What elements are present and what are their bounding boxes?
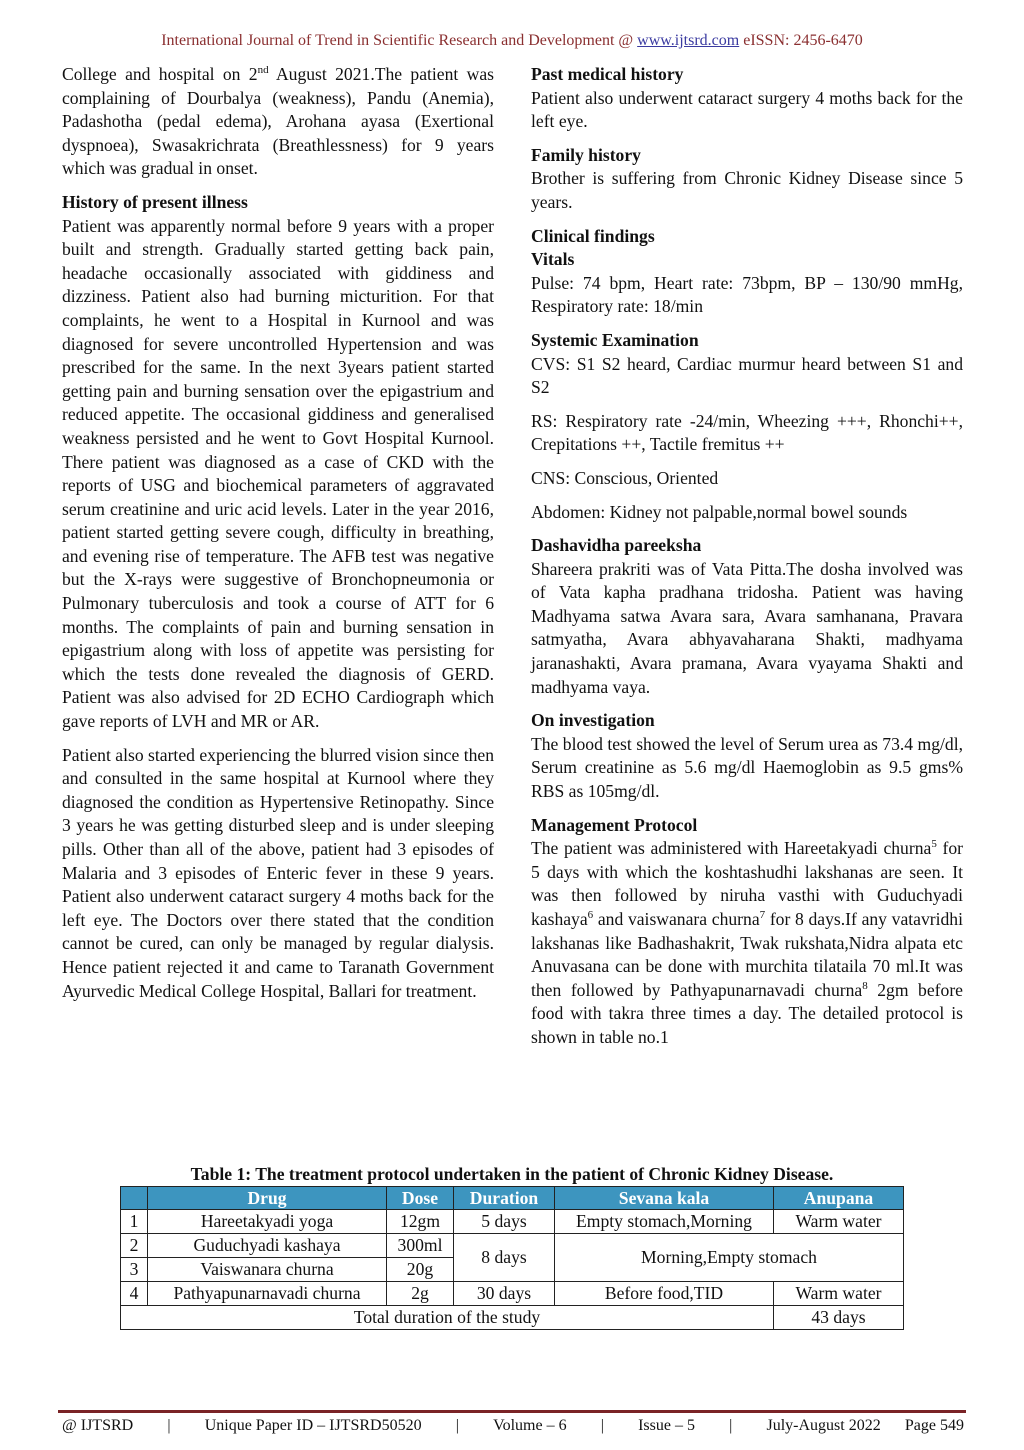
table-cell: Hareetakyadi yoga bbox=[148, 1210, 387, 1234]
mp-text-2: for 5 days with which the koshtashudhi lakshanas are seen. It was then followed by niruha vasthi with Guduchyadi kashaya bbox=[531, 838, 963, 929]
vitals-paragraph: Pulse: 74 bpm, Heart rate: 73bpm, BP – 130/90 mmHg, Respiratory rate: 18/min bbox=[531, 272, 963, 317]
footer-separator: | bbox=[729, 1417, 733, 1434]
dashavidha-paragraph: Shareera prakriti was of Vata Pitta.The dosha involved was of Vata kapha pradhana tridosha. Patient was having Madhyama satwa Avara sara, Avara samhanana, Pravara satmyatha, Avara abhyavaharana Shakti, madhyama jaranashakti, Avara pramana, Avara vyayama Shakti and madhyama vaya. bbox=[531, 558, 963, 697]
mp-text-1: The patient was administered with Hareetakyadi churna bbox=[531, 838, 932, 859]
table-cell: Before food,TID bbox=[555, 1282, 774, 1306]
table-header-row bbox=[121, 1187, 904, 1210]
table-cell: Guduchyadi kashaya bbox=[148, 1234, 387, 1258]
table-row bbox=[121, 1282, 904, 1306]
table-cell: Pathyapunarnavadi churna bbox=[148, 1282, 387, 1306]
table-row bbox=[121, 1210, 904, 1234]
header-cell-sevana-kala: Sevana kala bbox=[555, 1187, 774, 1210]
left-column bbox=[62, 63, 494, 1013]
mp-sup-4: 8 bbox=[862, 979, 868, 992]
cns-paragraph: CNS: Conscious, Oriented bbox=[531, 467, 719, 488]
vitals-heading: Vitals bbox=[531, 249, 575, 270]
running-header bbox=[0, 32, 1024, 50]
hpi-heading: History of present illness bbox=[62, 191, 248, 212]
footer-page: Page 549 bbox=[904, 1417, 964, 1434]
fh-heading: Family history bbox=[531, 144, 641, 165]
header-cell-anupana: Anupana bbox=[774, 1187, 904, 1210]
mp-text-5: 2gm before food with takra three times a day. The detailed protocol is shown in table no.1 bbox=[531, 979, 963, 1047]
treatment-table-block bbox=[120, 1164, 904, 1330]
table-total-row bbox=[121, 1306, 904, 1330]
investigation-heading: On investigation bbox=[531, 710, 655, 731]
footer-issue: Issue – 5 bbox=[638, 1417, 695, 1434]
table-cell: Empty stomach,Morning bbox=[555, 1210, 774, 1234]
table-cell: Warm water bbox=[774, 1210, 904, 1234]
mp-text-4: for 8 days.If any vatavridhi lakshanas like Badhashakrit, Twak rukshata,Nidra alpata etc Anuvasana can be done with murchita tilataila 70 ml.It was then followed by Pathyapunarnavadi churna bbox=[531, 909, 963, 1000]
clinical-findings-heading: Clinical findings bbox=[531, 225, 655, 246]
intro-text-a: College and hospital on 2 bbox=[62, 64, 258, 84]
table-cell: 5 days bbox=[454, 1210, 555, 1234]
mp-text-3: and vaiswanara churna bbox=[593, 909, 760, 929]
header-cell-duration: Duration bbox=[454, 1187, 555, 1210]
table-cell: 12gm bbox=[387, 1210, 454, 1234]
mp-sup-2: 6 bbox=[587, 909, 594, 922]
page-footer bbox=[62, 1417, 964, 1435]
pmh-paragraph: Patient also underwent cataract surgery 4 moths back for the left eye. bbox=[531, 87, 963, 132]
investigation-paragraph: The blood test showed the level of Serum urea as 73.4 mg/dl, Serum creatinine as 5.6 mg/dl Haemoglobin as 9.5 gms% RBS as 105mg/dl. bbox=[531, 733, 963, 802]
table-cell: 20g bbox=[387, 1258, 454, 1282]
footer-separator: | bbox=[455, 1417, 459, 1434]
footer-volume: Volume – 6 bbox=[493, 1417, 567, 1434]
footer-divider bbox=[58, 1410, 966, 1413]
total-value-cell: 43 days bbox=[774, 1306, 904, 1330]
management-paragraph bbox=[531, 837, 963, 1049]
treatment-protocol-table bbox=[120, 1186, 904, 1330]
table-cell-merged-duration: 8 days bbox=[454, 1234, 555, 1282]
pmh-heading: Past medical history bbox=[531, 64, 684, 84]
mp-sup-3: 7 bbox=[759, 909, 766, 922]
rs-paragraph: RS: Respiratory rate -24/min, Wheezing +++, Rhonchi++, Crepitations ++, Tactile fremitus ++ bbox=[531, 410, 963, 455]
table-cell: 1 bbox=[121, 1210, 148, 1234]
right-column bbox=[531, 63, 963, 1060]
journal-url-link[interactable]: www.ijtsrd.com bbox=[637, 32, 740, 49]
cvs-paragraph: CVS: S1 S2 heard, Cardiac murmur heard between S1 and S2 bbox=[531, 353, 963, 398]
table-cell: 3 bbox=[121, 1258, 148, 1282]
hpi-paragraph: Patient was apparently normal before 9 years with a proper built and strength. Gradually started getting back pain, headache occasionally associated with giddiness and dizziness. Patient also had burning micturition. For that complaints, he went to a Hospital in Kurnool and was diagnosed for severe uncontrolled Hypertension and was prescribed for the same. In the next 3years patient started getting pain and burning sensation over the epigastrium and reduced appetite. The occasional giddiness and generalised weakness persisted and he went to Govt Hospital Kurnool. There patient was diagnosed as a case of CKD with the reports of USG and biochemical parameters of aggravated serum creatinine and uric acid levels. Later in the year 2016, patient started getting severe cough, difficulty in breathing, and evening rise of temperature. The AFB test was negative but the X-rays were suggestive of Bronchopneumonia or Pulmonary tuberculosis and took a course of ATT for 6 months. The complaints of pain and burning sensation in epigastrium along with loss of appetite was persisting for which the tests done revealed the diagnosis of GERD. Patient was also advised for 2D ECHO Cardiograph which gave reports of LVH and MR or AR. bbox=[62, 215, 494, 732]
systemic-exam-heading: Systemic Examination bbox=[531, 329, 699, 350]
mp-sup-1: 5 bbox=[931, 838, 937, 851]
table-cell: 2g bbox=[387, 1282, 454, 1306]
dashavidha-heading: Dashavidha pareeksha bbox=[531, 535, 702, 556]
footer-paper-id: Unique Paper ID – IJTSRD50520 bbox=[204, 1417, 422, 1434]
table-cell: 300ml bbox=[387, 1234, 454, 1258]
footer-journal: @ IJTSRD bbox=[62, 1417, 134, 1434]
table-cell: 4 bbox=[121, 1282, 148, 1306]
intro-sup: nd bbox=[257, 64, 269, 77]
header-text-before: International Journal of Trend in Scientific Research and Development @ bbox=[161, 32, 638, 49]
management-heading: Management Protocol bbox=[531, 814, 698, 835]
header-cell-drug: Drug bbox=[148, 1187, 387, 1210]
table-cell: 2 bbox=[121, 1234, 148, 1258]
fh-paragraph: Brother is suffering from Chronic Kidney Disease since 5 years. bbox=[531, 168, 963, 212]
footer-separator: | bbox=[167, 1417, 171, 1434]
table-row bbox=[121, 1234, 904, 1258]
table-cell: Warm water bbox=[774, 1282, 904, 1306]
header-cell-dose: Dose bbox=[387, 1187, 454, 1210]
header-cell-index bbox=[121, 1187, 148, 1210]
table-cell: Vaiswanara churna bbox=[148, 1258, 387, 1282]
intro-paragraph bbox=[62, 63, 494, 181]
table-caption: Table 1: The treatment protocol undertaken in the patient of Chronic Kidney Disease. bbox=[190, 1164, 834, 1184]
footer-separator: | bbox=[600, 1417, 604, 1434]
table-cell: 30 days bbox=[454, 1282, 555, 1306]
history-continuation-paragraph: Patient also started experiencing the blurred vision since then and consulted in the same hospital at Kurnool where they diagnosed the condition as Hypertensive Retinopathy. Since 3 years he was getting disturbed sleep and is under sleeping pills. Other than all of the above, patient had 3 episodes of Malaria and 3 episodes of Enteric fever in these 9 years. Patient also underwent cataract surgery 4 moths back for the left eye. The Doctors over there stated that the condition cannot be cured, can only be managed by regular dialysis. Hence patient rejected it and came to Taranath Government Ayurvedic Medical College Hospital, Ballari for treatment. bbox=[62, 744, 494, 1001]
table-cell-merged-sevana: Morning,Empty stomach bbox=[555, 1234, 904, 1282]
header-text-after: eISSN: 2456-6470 bbox=[739, 32, 863, 49]
footer-date: July-August 2022 bbox=[766, 1417, 881, 1434]
abdomen-paragraph: Abdomen: Kidney not palpable,normal bowel sounds bbox=[531, 501, 908, 522]
total-label-cell: Total duration of the study bbox=[121, 1306, 774, 1330]
intro-text-b: August 2021.The patient was complaining of Dourbalya (weakness), Pandu (Anemia), Padashotha (pedal edema), Arohana ayasa (Exertional dyspnoea), Swasakrichrata (Breathlessness) for 9 years which was gradual in onset. bbox=[62, 64, 494, 179]
